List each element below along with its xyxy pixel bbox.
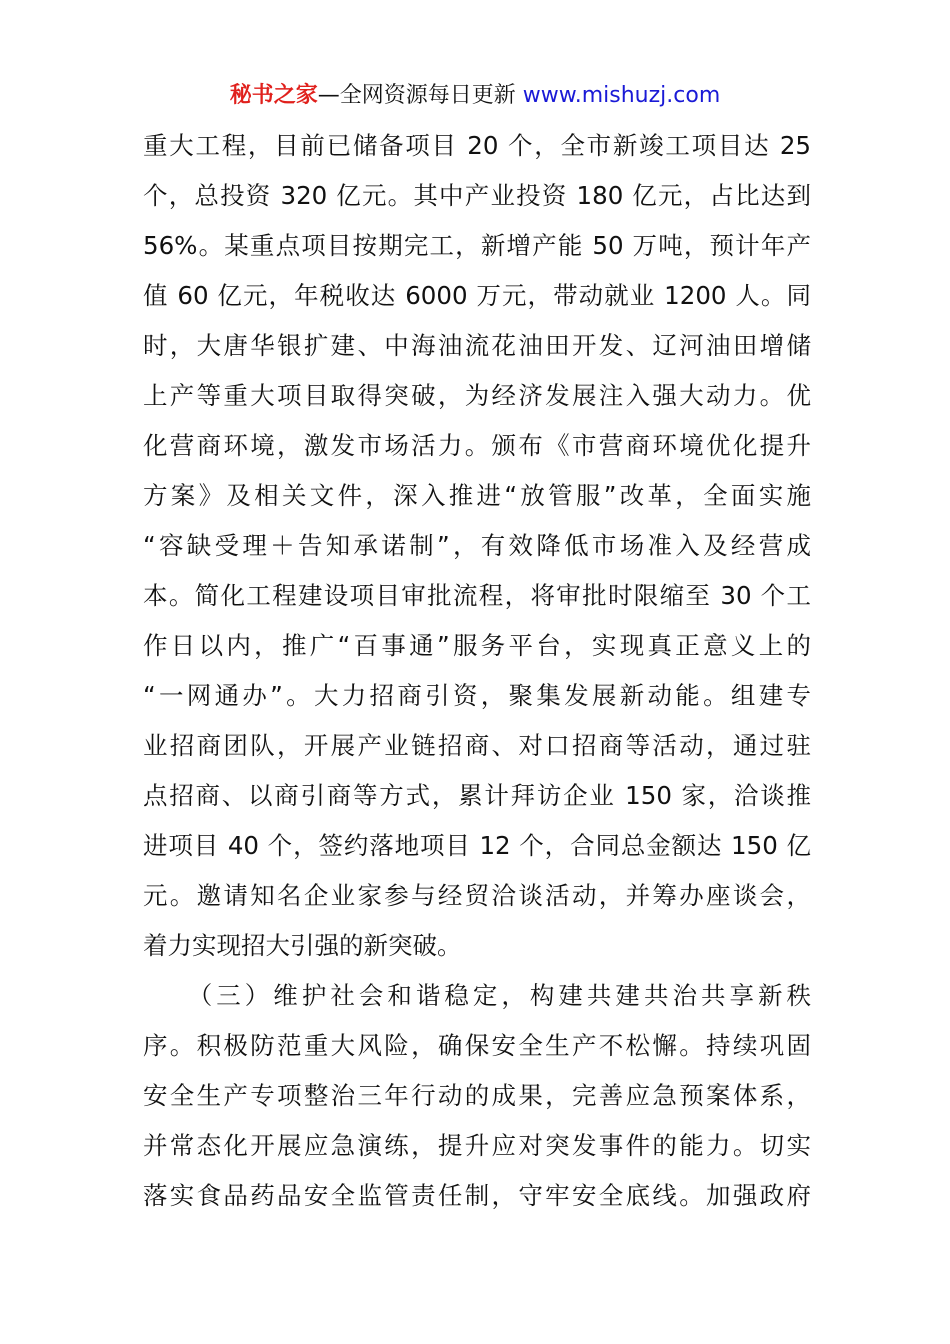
document-body [143,126,811,1226]
text-line: 个，总投资 320 亿元。其中产业投资 180 亿元，占比达到 [143,181,811,210]
text-line: “一网通办”。大力招商引资，聚集发展新动能。组建专 [143,681,811,710]
text-line: “容缺受理＋告知承诺制”，有效降低市场准入及经营成 [143,531,811,560]
text-line: 重大工程，目前已储备项目 20 个，全市新竣工项目达 25 [143,131,811,160]
brand-name: 秘书之家 [229,83,318,108]
text-line: 时，大唐华银扩建、中海油流花油田开发、辽河油田增储 [143,331,811,360]
text-line: 并常态化开展应急演练，提升应对突发事件的能力。切实 [143,1131,811,1160]
section-heading-line: （三）维护社会和谐稳定，构建共建共治共享新秩 [143,981,811,1010]
text-line: 元。邀请知名企业家参与经贸洽谈活动，并筹办座谈会， [143,881,811,910]
text-line: 上产等重大项目取得突破，为经济发展注入强大动力。优 [143,381,811,410]
text-line: 进项目 40 个，签约落地项目 12 个，合同总金额达 150 亿 [143,831,811,860]
text-line: 本。简化工程建设项目审批流程，将审批时限缩至 30 个工 [143,581,811,610]
paragraph-end-line: 着力实现招大引强的新突破。 [143,931,462,960]
header-slogan: —全网资源每日更新 [317,83,523,108]
site-url-link[interactable]: www.mishuzj.com [522,83,721,108]
text-line: 序。积极防范重大风险，确保安全生产不松懈。持续巩固 [143,1031,811,1060]
text-line: 业招商团队，开展产业链招商、对口招商等活动，通过驻 [143,731,811,760]
text-line: 化营商环境，激发市场活力。颁布《市营商环境优化提升 [143,431,811,460]
text-line: 56%。某重点项目按期完工，新增产能 50 万吨，预计年产 [143,231,811,260]
text-line: 作日以内，推广“百事通”服务平台，实现真正意义上的 [143,631,811,660]
text-line: 安全生产专项整治三年行动的成果，完善应急预案体系， [143,1081,811,1110]
text-line: 方案》及相关文件，深入推进“放管服”改革，全面实施 [143,481,811,510]
site-header [0,80,950,112]
text-line: 点招商、以商引商等方式，累计拜访企业 150 家，洽谈推 [143,781,811,810]
text-line: 落实食品药品安全监管责任制，守牢安全底线。加强政府 [143,1181,811,1210]
text-line: 值 60 亿元，年税收达 6000 万元，带动就业 1200 人。同 [143,281,811,310]
